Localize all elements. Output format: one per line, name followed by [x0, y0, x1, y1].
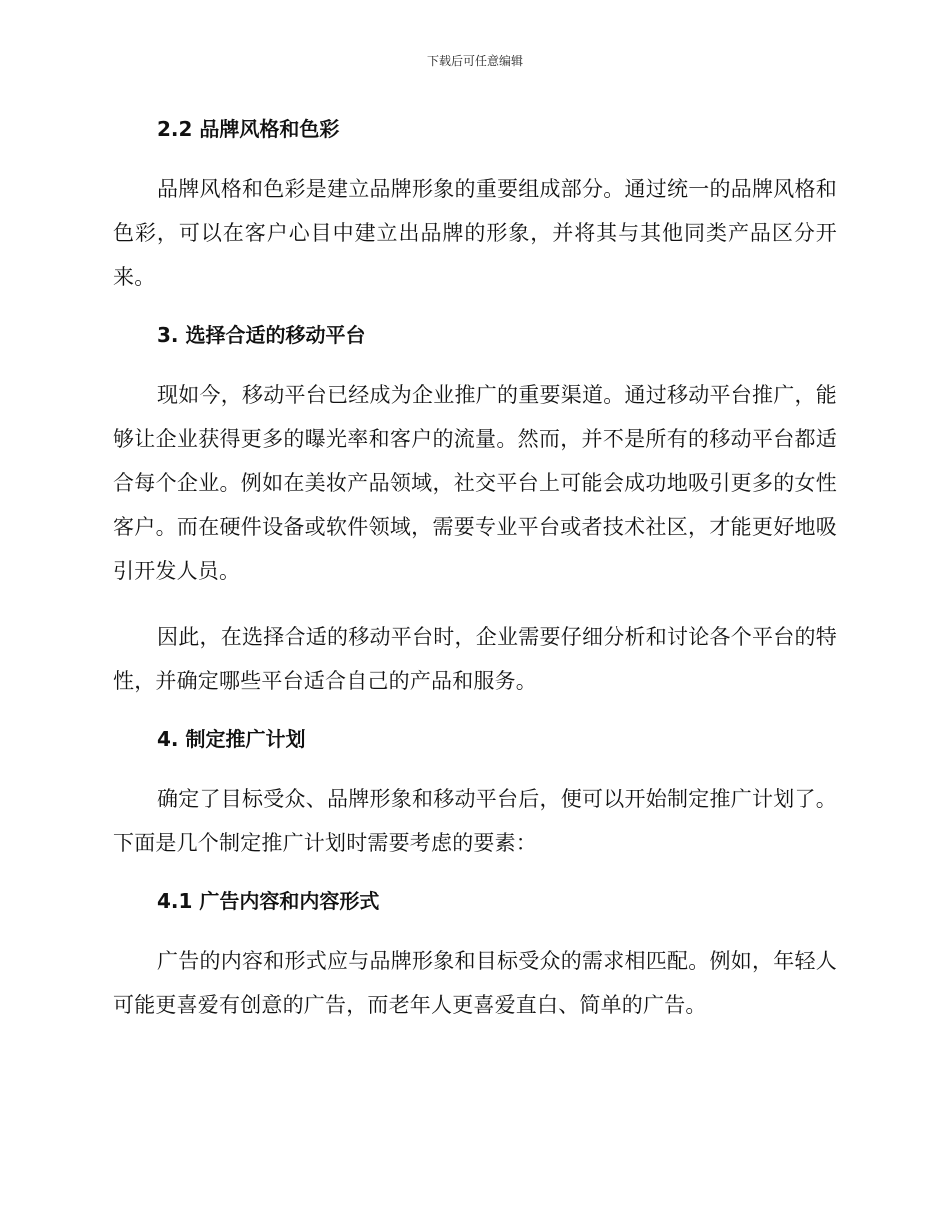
section-3 — [113, 321, 837, 703]
body-paragraph: 确定了目标受众、品牌形象和移动平台后，便可以开始制定推广计划了。下面是几个制定推广计划时需要考虑的要素： — [113, 787, 837, 855]
section-2-2 — [113, 115, 837, 299]
document-body — [113, 115, 837, 1049]
section-heading: 3. 选择合适的移动平台 — [157, 323, 366, 347]
section-heading: 4. 制定推广计划 — [157, 727, 306, 751]
body-paragraph: 品牌风格和色彩是建立品牌形象的重要组成部分。通过统一的品牌风格和色彩，可以在客户心目中建立出品牌的形象，并将其与其他同类产品区分开来。 — [113, 177, 837, 289]
section-heading: 4.1 广告内容和内容形式 — [157, 889, 380, 913]
section-4-1 — [113, 887, 837, 1027]
page-header-note: 下载后可任意编辑 — [426, 54, 523, 68]
body-paragraph: 因此，在选择合适的移动平台时，企业需要仔细分析和讨论各个平台的特性，并确定哪些平台适合自己的产品和服务。 — [113, 625, 837, 693]
body-paragraph: 现如今，移动平台已经成为企业推广的重要渠道。通过移动平台推广，能够让企业获得更多的曝光率和客户的流量。然而，并不是所有的移动平台都适合每个企业。例如在美妆产品领域，社交平台上可能会成功地吸引更多的女性客户。而在硬件设备或软件领域，需要专业平台或者技术社区，才能更好地吸引开发人员。 — [113, 383, 837, 583]
body-paragraph: 广告的内容和形式应与品牌形象和目标受众的需求相匹配。例如，年轻人可能更喜爱有创意的广告，而老年人更喜爱直白、简单的广告。 — [113, 949, 837, 1017]
section-4 — [113, 725, 837, 865]
section-heading: 2.2 品牌风格和色彩 — [157, 117, 340, 141]
